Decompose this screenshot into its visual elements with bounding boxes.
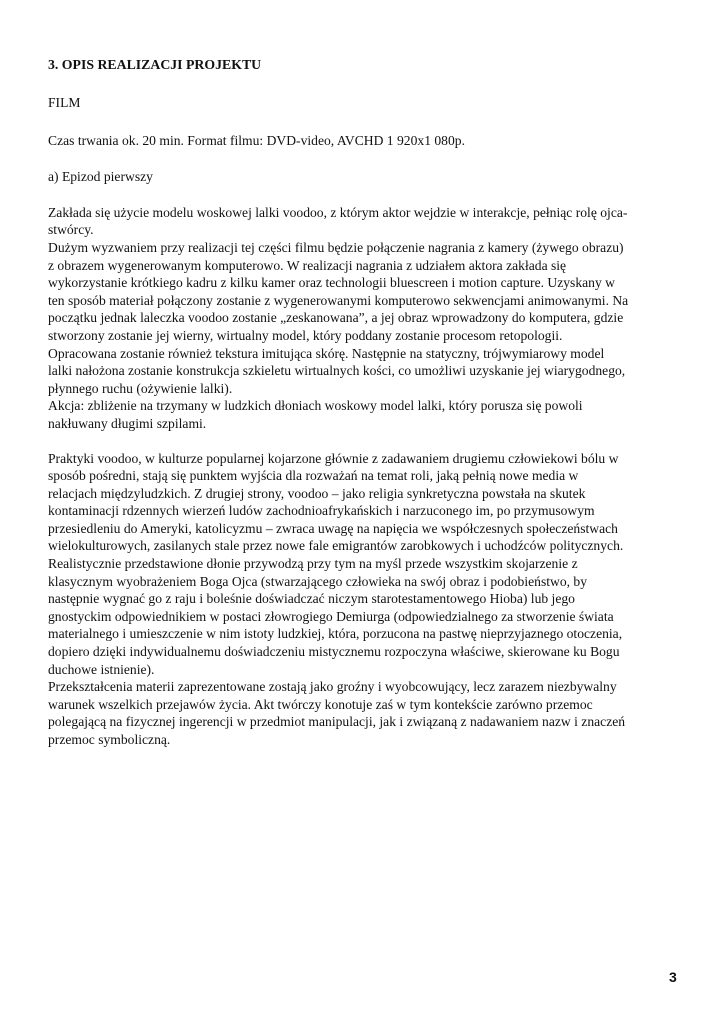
- text-line: dopiero dzięki indywidualnemu doświadczeniu mistycznemu rozpoczyna właściwe, skierowane ku Bogu: [48, 644, 620, 660]
- text-line: stwórcy.: [48, 222, 94, 238]
- text-line: Przekształcenia materii zaprezentowane zostają jako groźny i wyobcowujący, lecz zarazem niezbywalny: [48, 679, 617, 695]
- text-line: materialnego i umieszczenie w nim istoty ludzkiej, która, porzucona na pastwę nieprzyjaznego otoczenia,: [48, 626, 623, 642]
- text-line: Dużym wyzwaniem przy realizacji tej części filmu będzie połączenie nagrania z kamery (żywego obrazu): [48, 239, 624, 255]
- text-line: klasycznym wyobrażeniem Boga Ojca (stwarzającego człowieka na swój obraz i podobieństwo, by: [48, 573, 588, 589]
- page-number: 3: [669, 969, 677, 985]
- text-line: początku jednak laleczka voodoo zostanie „zeskanowana”, a jej obraz wprowadzony do komputera, gdzie: [48, 310, 624, 326]
- text-line: wykorzystanie krótkiego kadru z kilku kamer oraz technologii bluescreen i motion capture. Uzyskany w: [48, 275, 615, 291]
- text-line: Praktyki voodoo, w kulturze popularnej kojarzone głównie z zadawaniem drugiemu człowiekowi bólu w: [48, 450, 619, 466]
- text-line: sposób pośredni, stają się punktem wyjścia dla rozważań na temat roli, jaką pełnią nowe media w: [48, 468, 579, 484]
- text-line: Zakłada się użycie modelu woskowej lalki voodoo, z którym aktor wejdzie w interakcje, pełniąc rolę ojca-: [48, 204, 628, 220]
- text-line: z obrazem wygenerowanym komputerowo. W realizacji nagrania z udziałem aktora zakłada się: [48, 257, 567, 273]
- episode-label: a) Epizod pierwszy: [48, 169, 153, 185]
- text-line: wielokulturowych, zasilanych stale przez nowe fale emigrantów zarobkowych i uchodźców politycznych.: [48, 538, 624, 554]
- text-line: lalki nałożona zostanie konstrukcja szkieletu wirtualnych kości, co umożliwi uzyskanie jej wiarygodnego,: [48, 363, 626, 379]
- text-line: duchowe istnienie).: [48, 661, 155, 677]
- text-line: Opracowana zostanie również tekstura imitująca skórę. Następnie na statyczny, trójwymiarowy model: [48, 345, 605, 361]
- text-line: przesiedleniu do Ameryki, katolicyzmu – zwraca uwagę na napięcia we współczesnych społeczeństwach: [48, 520, 618, 536]
- section-heading: 3. OPIS REALIZACJI PROJEKTU: [48, 57, 262, 72]
- text-line: przemoc symboliczną.: [48, 732, 171, 747]
- text-line: polegającą na fizycznej ingerencji w przedmiot manipulacji, jak i związaną z nadawaniem nazw i znaczeń: [48, 714, 626, 730]
- text-line: nakłuwany długimi szpilami.: [48, 415, 207, 431]
- text-line: kontaminacji rdzennych wierzeń ludów zachodnioafrykańskich i narzuconego im, po przymusowym: [48, 503, 595, 519]
- text-line: płynnego ruchu (ożywienie lalki).: [48, 380, 233, 396]
- text-line: ten sposób materiał połączony zostanie z wygenerowanymi komputerowo sekwencjami animowanymi. Na: [48, 292, 629, 308]
- text-line: relacjach międzyludzkich. Z drugiej strony, voodoo – jako religia synkretyczna powstała na skutek: [48, 485, 586, 501]
- duration-format-line: Czas trwania ok. 20 min. Format filmu: DVD-video, AVCHD 1 920x1 080p.: [48, 132, 465, 148]
- paragraph-episode-description: [48, 204, 688, 433]
- text-line: następnie wygnać go z raju i boleśnie doświadczać niczym starotestamentowego Hioba) lub jego: [48, 591, 575, 607]
- text-line: stworzony zostanie jej wierny, wirtualny model, który poddany zostanie procesom retopologii.: [48, 327, 563, 343]
- text-line: Akcja: zbliżenie na trzymany w ludzkich dłoniach woskowy model lalki, który porusza się powoli: [48, 398, 583, 414]
- page-content: [48, 56, 688, 749]
- text-line: gnostyckim odpowiednikiem w postaci złowrogiego Demiurga (odpowiedzialnego za stworzenie świata: [48, 608, 614, 624]
- film-label: FILM: [48, 95, 81, 110]
- paragraph-voodoo-context: [48, 450, 688, 749]
- text-line: Realistycznie przedstawione dłonie przywodzą przy tym na myśl przede wszystkim skojarzenie z: [48, 556, 578, 572]
- text-line: warunek wszelkich przejawów życia. Akt twórczy konotuje zaś w tym kontekście zarówno przemoc: [48, 696, 593, 712]
